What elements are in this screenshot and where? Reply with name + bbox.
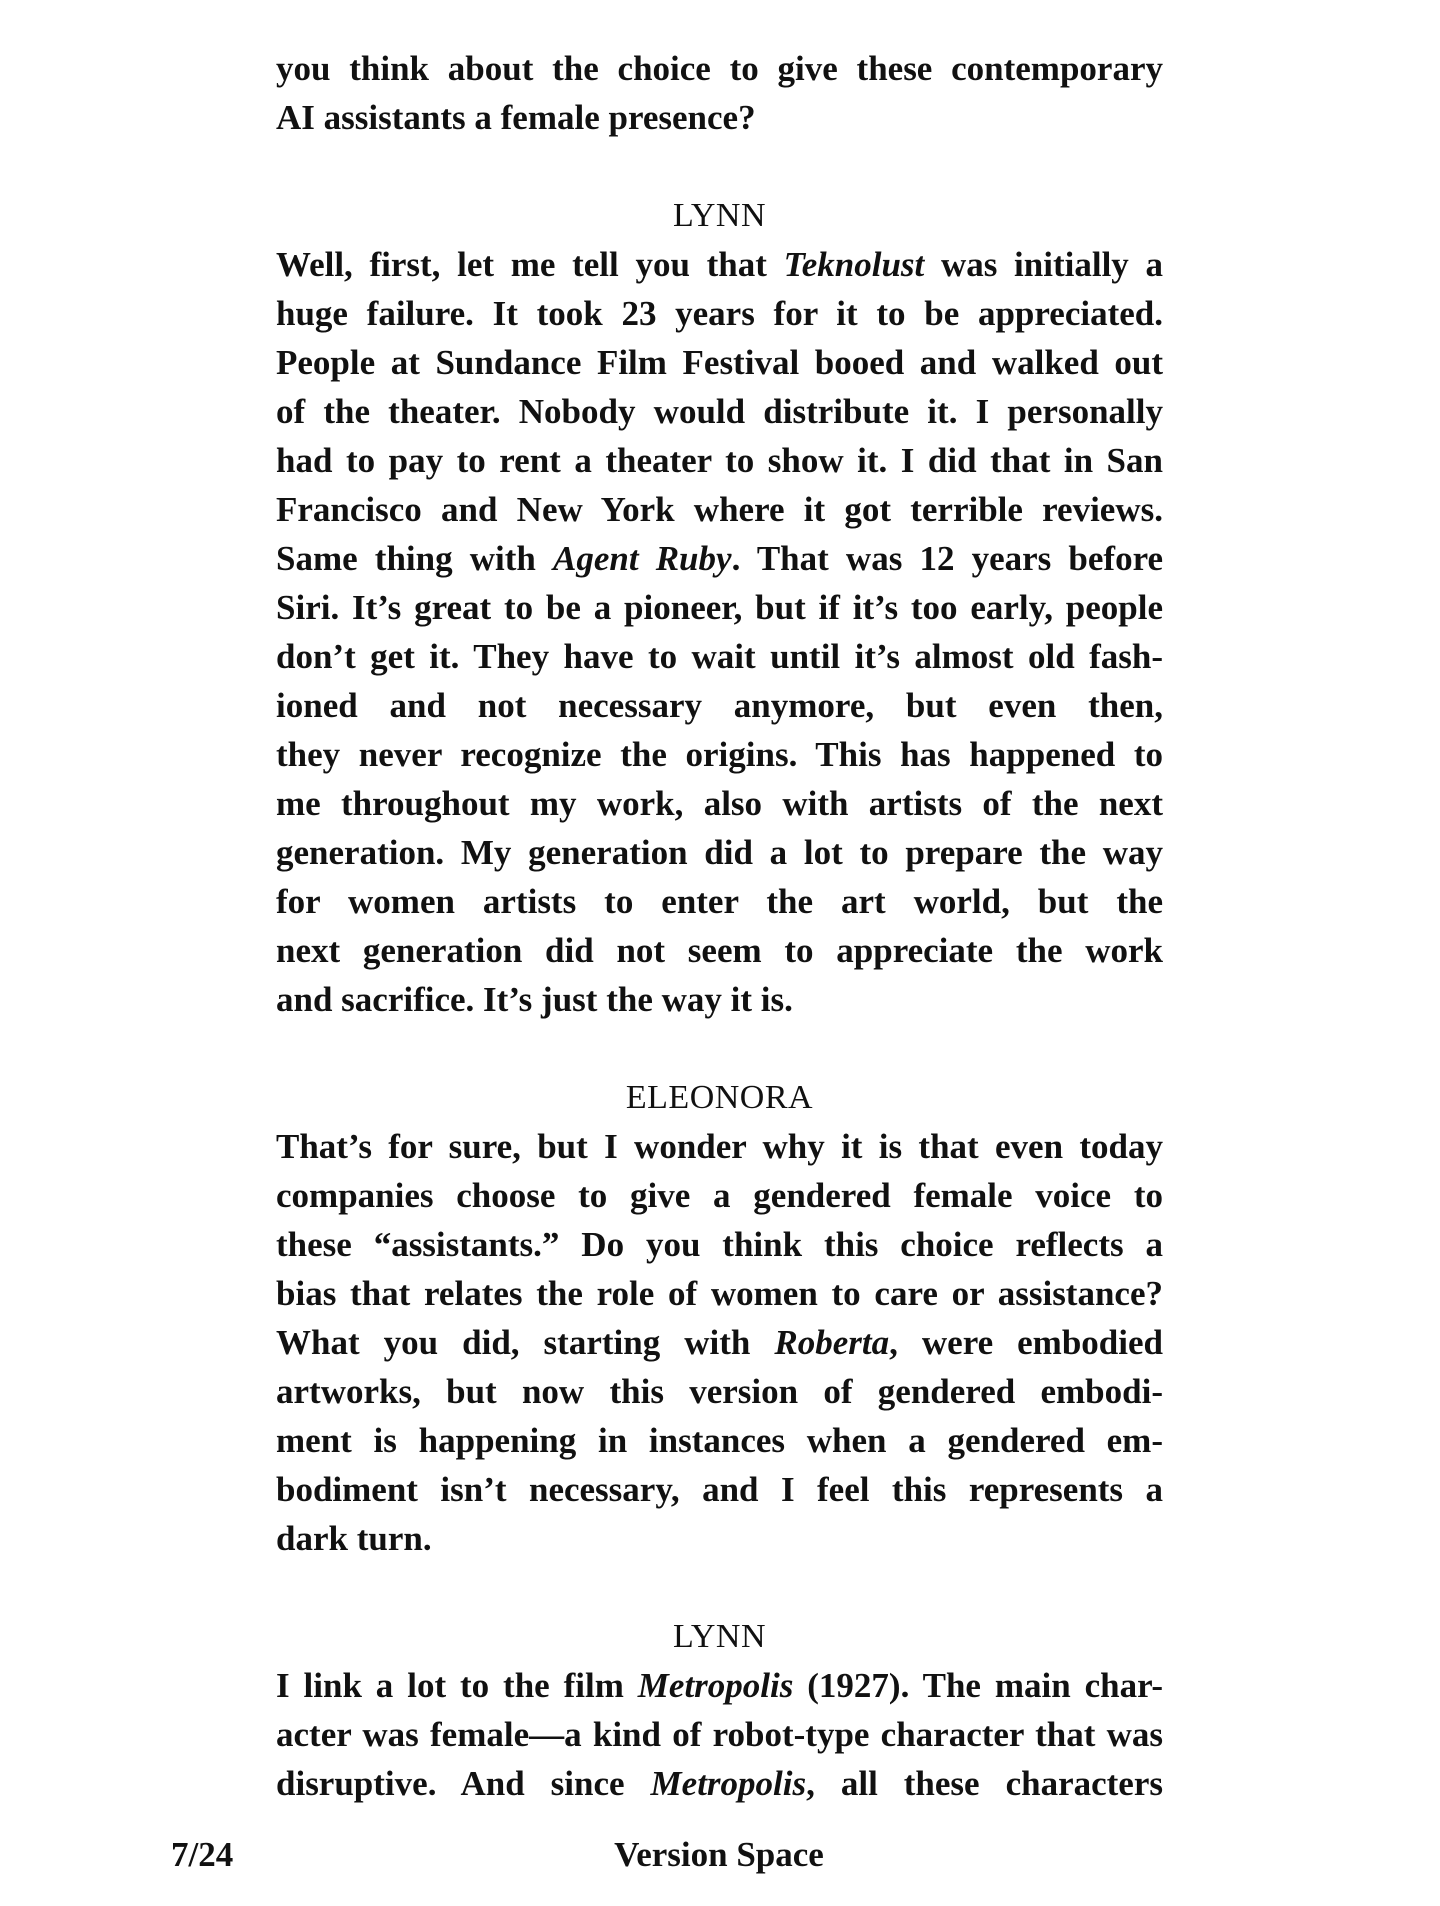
text-line	[276, 289, 1163, 338]
text-segment: Well, first, let me tell you that	[276, 245, 784, 284]
text-segment: was initially a	[924, 245, 1163, 284]
text-segment: Same thing with	[276, 539, 553, 578]
text-line	[276, 93, 1163, 142]
text-line	[276, 828, 1163, 877]
text-segment: you think about the choice to give these contemporary	[276, 49, 1163, 88]
running-title: Version Space	[614, 1835, 824, 1874]
text-line	[276, 1220, 1163, 1269]
text-segment: People at Sundance Film Festival booed and walked out	[276, 343, 1163, 382]
text-segment: , were embodied	[889, 1323, 1163, 1362]
text-segment: ment is happening in instances when a gendered em-	[276, 1421, 1163, 1460]
page-footer	[0, 1830, 1440, 1879]
text-segment: me throughout my work, also with artists of the next	[276, 784, 1163, 823]
text-segment: and sacrifice. It’s just the way it is.	[276, 980, 793, 1019]
text-segment: ioned and not necessary anymore, but even then,	[276, 686, 1163, 725]
text-segment: of the theater. Nobody would distribute it. I personally	[276, 392, 1163, 431]
text-line	[276, 926, 1163, 975]
italic-title: Metropolis	[637, 1666, 794, 1705]
text-line	[276, 534, 1163, 583]
text-line	[276, 240, 1163, 289]
speaker-name: ELEONORA	[625, 1079, 814, 1116]
text-column	[276, 44, 1163, 1808]
text-segment: artworks, but now this version of gendered embodi-	[276, 1372, 1163, 1411]
text-line	[276, 1367, 1163, 1416]
text-line	[276, 1465, 1163, 1514]
italic-title: Roberta	[774, 1323, 890, 1362]
text-segment: That’s for sure, but I wonder why it is that even today	[276, 1127, 1163, 1166]
text-line	[276, 44, 1163, 93]
text-line	[276, 730, 1163, 779]
text-line	[276, 877, 1163, 926]
text-line	[276, 485, 1163, 534]
text-segment: AI assistants a female presence?	[276, 98, 756, 137]
text-segment: for women artists to enter the art world, but the	[276, 882, 1163, 921]
text-segment: acter was female—a kind of robot-type character that was	[276, 1715, 1163, 1754]
text-segment: they never recognize the origins. This has happened to	[276, 735, 1163, 774]
text-line	[276, 387, 1163, 436]
text-segment: (1927). The main char-	[793, 1666, 1164, 1705]
text-segment: bodiment isn’t necessary, and I feel this represents a	[276, 1470, 1163, 1509]
text-segment: Siri. It’s great to be a pioneer, but if it’s too early, people	[276, 588, 1163, 627]
text-segment: dark turn.	[276, 1519, 432, 1558]
text-segment: bias that relates the role of women to care or assistance?	[276, 1274, 1163, 1313]
speaker-name: LYNN	[672, 1618, 767, 1655]
text-segment: huge failure. It took 23 years for it to be appreciated.	[276, 294, 1163, 333]
text-segment: don’t get it. They have to wait until it’s almost old fash-	[276, 637, 1163, 676]
text-line	[276, 632, 1163, 681]
text-line	[276, 1514, 1163, 1563]
text-segment: What you did, starting with	[276, 1323, 775, 1362]
text-segment: these “assistants.” Do you think this choice reflects a	[276, 1225, 1163, 1264]
text-line	[276, 1661, 1163, 1710]
italic-title: Metropolis	[650, 1764, 807, 1803]
text-line	[276, 975, 1163, 1024]
text-line	[276, 1122, 1163, 1171]
paragraph-spacer	[276, 1563, 1163, 1612]
text-segment: , all these characters	[806, 1764, 1163, 1803]
text-segment: . That was 12 years before	[731, 539, 1164, 578]
text-segment: generation. My generation did a lot to prepare the way	[276, 833, 1163, 872]
text-line	[276, 583, 1163, 632]
text-segment: Francisco and New York where it got terrible reviews.	[276, 490, 1163, 529]
text-line	[276, 1416, 1163, 1465]
text-segment: next generation did not seem to appreciate the work	[276, 931, 1163, 970]
text-line	[276, 1710, 1163, 1759]
italic-title: Agent Ruby	[553, 539, 732, 578]
text-segment: companies choose to give a gendered female voice to	[276, 1176, 1163, 1215]
text-line	[276, 779, 1163, 828]
text-line	[276, 436, 1163, 485]
speaker-name: LYNN	[672, 197, 767, 234]
text-line	[276, 1171, 1163, 1220]
paragraph-spacer	[276, 1024, 1163, 1073]
text-line	[276, 1269, 1163, 1318]
text-line	[276, 681, 1163, 730]
text-line	[276, 1759, 1163, 1808]
paragraph-spacer	[276, 142, 1163, 191]
text-line	[276, 338, 1163, 387]
text-segment: had to pay to rent a theater to show it. I did that in San	[276, 441, 1163, 480]
text-segment: I link a lot to the film	[276, 1666, 638, 1705]
page-number: 7/24	[171, 1835, 234, 1874]
italic-title: Teknolust	[783, 245, 925, 284]
text-line	[276, 1318, 1163, 1367]
text-segment: disruptive. And since	[276, 1764, 651, 1803]
